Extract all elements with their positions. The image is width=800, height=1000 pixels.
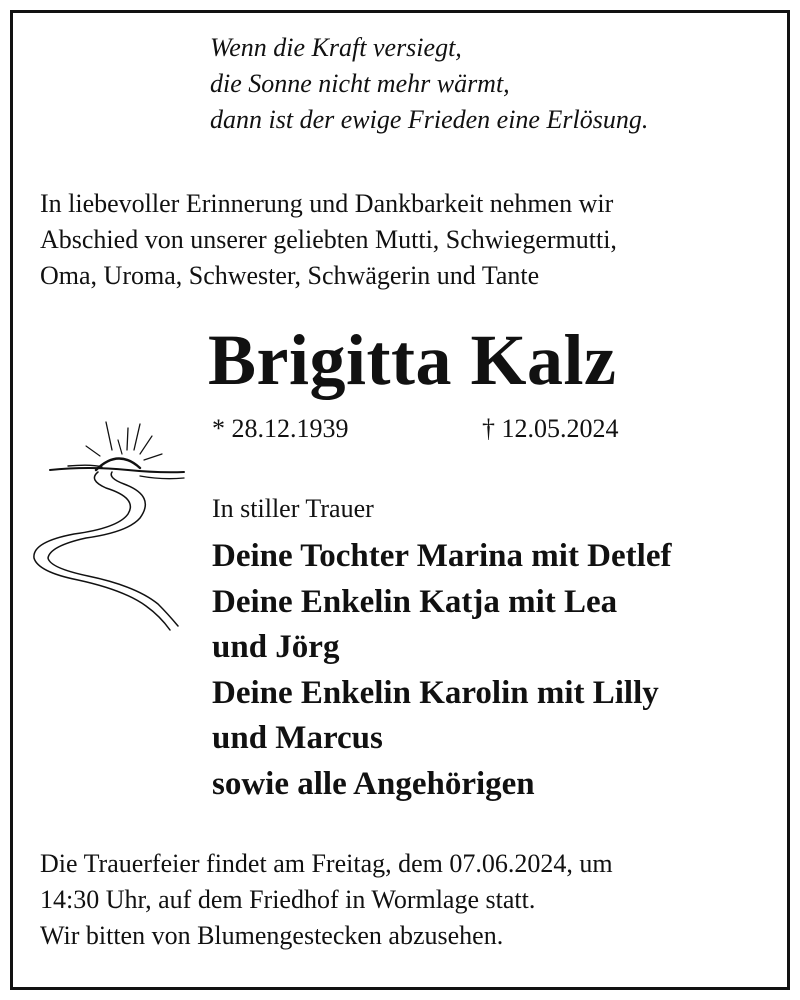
service-line: 14:30 Uhr, auf dem Friedhof in Wormlage statt.	[40, 885, 536, 914]
poem-line: dann ist der ewige Frieden eine Erlösung.	[210, 105, 649, 134]
service-line: Wir bitten von Blumengestecken abzusehen.	[40, 921, 504, 950]
mourner-line: Deine Enkelin Karolin mit Lilly	[212, 674, 659, 711]
sunset-path-icon	[28, 420, 188, 632]
mourners-list	[212, 534, 671, 807]
poem-line: Wenn die Kraft versiegt,	[210, 33, 462, 62]
poem-line: die Sonne nicht mehr wärmt,	[210, 69, 510, 98]
intro-line: Abschied von unserer geliebten Mutti, Schwiegermutti,	[40, 225, 617, 254]
deceased-name: Brigitta Kalz	[208, 320, 617, 400]
mourner-line: und Marcus	[212, 720, 383, 756]
service-info	[40, 846, 613, 954]
mourning-label: In stiller Trauer	[212, 494, 374, 523]
service-line: Die Trauerfeier findet am Freitag, dem 07.06.2024, um	[40, 849, 613, 878]
mourner-line: Deine Enkelin Katja mit Lea	[212, 583, 618, 620]
mourner-line: und Jörg	[212, 629, 340, 665]
mourner-line: sowie alle Angehörigen	[212, 765, 535, 802]
poem	[210, 30, 648, 138]
intro-line: Oma, Uroma, Schwester, Schwägerin und Tante	[40, 261, 540, 290]
death-date: † 12.05.2024	[482, 414, 619, 443]
intro-text	[40, 186, 617, 294]
intro-line: In liebevoller Erinnerung und Dankbarkeit nehmen wir	[40, 189, 614, 218]
mourner-line: Deine Tochter Marina mit Detlef	[212, 538, 672, 574]
birth-date: * 28.12.1939	[212, 414, 349, 443]
